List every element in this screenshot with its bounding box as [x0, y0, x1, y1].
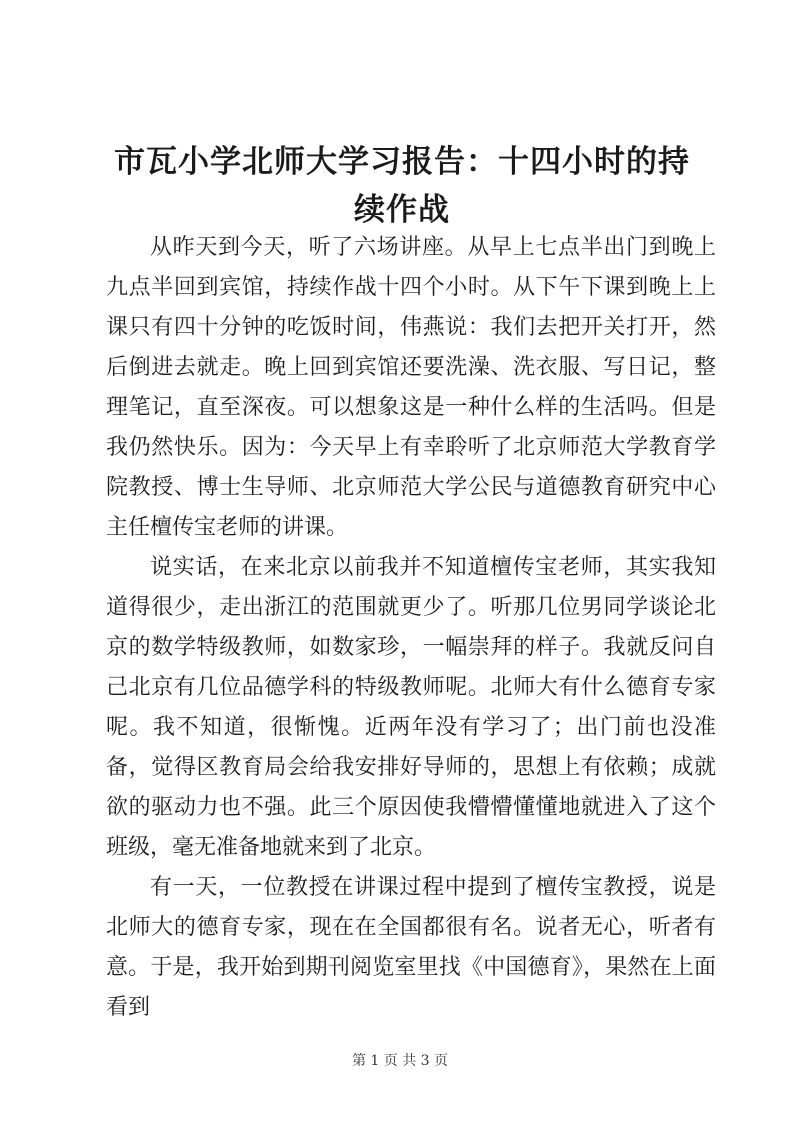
- paragraph-3: 有一天，一位教授在讲课过程中提到了檀传宝教授，说是北师大的德育专家，现在在全国都很有名。说者无心，听者有意。于是，我开始到期刊阅览室里找《中国德育》，果然在上面看到: [106, 875, 716, 1020]
- document-title: 市瓦小学北师大学习报告：十四小时的持续作战: [114, 144, 690, 228]
- paragraph-2: 说实话，在来北京以前我并不知道檀传宝老师，其实我知道得很少，走出浙江的范围就更少了。听那几位男同学谈论北京的数学特级教师，如数家珍，一幅崇拜的样子。我就反问自己北京有几位品德学科的特级教师呢。北师大有什么德育专家呢。我不知道，很惭愧。近两年没有学习了；出门前也没准备，觉得区教育局会给我安排好导师的，思想上有依赖；成就欲的驱动力也不强。此三个原因使我懵懵懂懂地就进入了这个班级，毫无准备地就来到了北京。: [106, 555, 716, 860]
- paragraph-1: 从昨天到今天，听了六场讲座。从早上七点半出门到晚上九点半回到宾馆，持续作战十四个小时。从下午下课到晚上上课只有四十分钟的吃饭时间，伟燕说：我们去把开关打开，然后倒进去就走。晚上回到宾馆还要洗澡、洗衣服、写日记，整理笔记，直至深夜。可以想象这是一种什么样的生活吗。但是我仍然快乐。因为：今天早上有幸聆听了北京师范大学教育学院教授、博士生导师、北京师范大学公民与道德教育研究中心主任檀传宝老师的讲课。: [106, 235, 716, 540]
- page-footer: 第 1 页 共 3 页: [351, 1053, 449, 1069]
- document-body: [106, 228, 716, 1028]
